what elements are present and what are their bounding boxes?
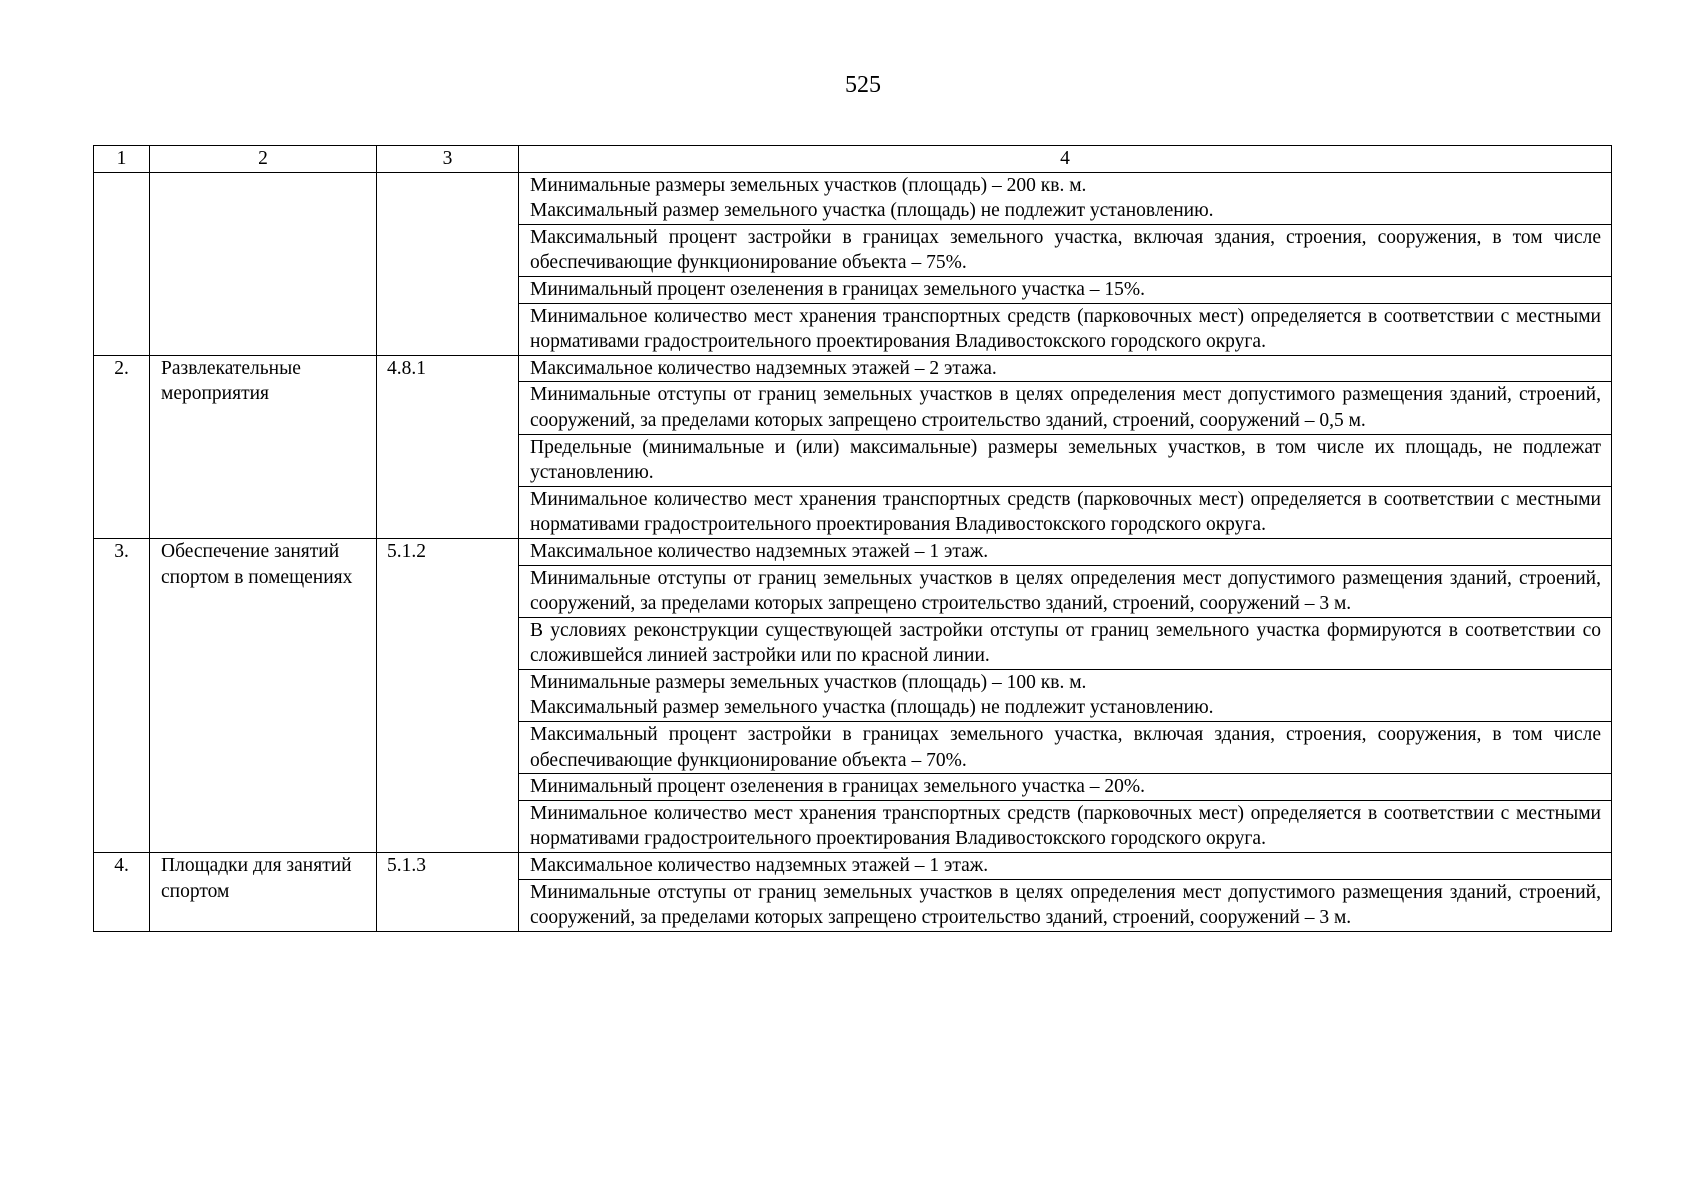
table-row: [94, 853, 1612, 880]
parameter-text: Максимальный процент застройки в границах земельного участка, включая здания, строения, сооружения, в том числе обеспечивающие функционирование объекта – 70%.: [530, 724, 1601, 771]
parameter-text: Минимальные отступы от границ земельных участков в целях определения мест допустимого размещения зданий, строений, сооружений, за пределами которых запрещено строительство зданий, строений, сооружений – 3 м.: [530, 881, 1601, 929]
parameter-cell: [519, 303, 1612, 355]
land-use-name-cell: Площадки для занятий спортом: [150, 853, 377, 932]
parameter-cell: [519, 774, 1612, 801]
parameter-cell: [519, 800, 1612, 852]
parameter-text: Минимальное количество мест хранения транспортных средств (парковочных мест) определяется в соответствии с местными нормативами градостроительного проектирования Владивостокского городского округа.: [530, 802, 1601, 850]
parameter-text: Максимальный размер земельного участка (площадь) не подлежит установлению.: [530, 697, 1214, 719]
land-use-name-cell: [150, 172, 377, 355]
land-use-name-cell: Развлекательные мероприятия: [150, 355, 377, 538]
header-cell-4: 4: [519, 146, 1612, 173]
parameter-text: Минимальное количество мест хранения транспортных средств (парковочных мест) определяется в соответствии с местными нормативами градостроительного проектирования Владивостокского городского округа.: [530, 488, 1601, 536]
parameter-text: Предельные (минимальные и (или) максимальные) размеры земельных участков, в том числе их площадь, не подлежат установлению.: [530, 436, 1601, 484]
parameter-text: Максимальное количество надземных этажей – 2 этажа.: [530, 357, 997, 379]
parameter-text: Минимальное количество мест хранения транспортных средств (парковочных мест) определяется в соответствии с местными нормативами градостроительного проектирования Владивостокского городского округа.: [530, 305, 1601, 353]
parameter-text: Минимальные размеры земельных участков (площадь) – 100 кв. м.: [530, 671, 1087, 693]
parameter-text: Минимальные размеры земельных участков (площадь) – 200 кв. м.: [530, 174, 1087, 196]
parameter-text: Минимальный процент озеленения в границах земельного участка – 15%.: [530, 278, 1146, 300]
parameter-text: Максимальное количество надземных этажей – 1 этаж.: [530, 855, 989, 877]
parameter-cell: [519, 355, 1612, 382]
parameter-cell: [519, 538, 1612, 565]
row-number-cell: [94, 172, 150, 355]
header-cell-2: 2: [150, 146, 377, 173]
parameter-cell: [519, 224, 1612, 276]
parameter-cell: [519, 617, 1612, 669]
parameter-cell: [519, 722, 1612, 774]
parameter-cell: [519, 276, 1612, 303]
land-use-code-cell: [377, 172, 519, 355]
table-row: [94, 355, 1612, 382]
table-row: [94, 538, 1612, 565]
parameter-cell: [519, 565, 1612, 617]
parameter-text: Максимальное количество надземных этажей – 1 этаж.: [530, 540, 989, 562]
table-row: [94, 172, 1612, 224]
land-use-code-cell: 5.1.2: [377, 538, 519, 852]
parameter-text: Минимальные отступы от границ земельных участков в целях определения мест допустимого размещения зданий, строений, сооружений, за пределами которых запрещено строительство зданий, строений, сооружений – 0,5 м.: [530, 384, 1601, 431]
parameter-cell: [519, 879, 1612, 931]
parameter-cell: [519, 434, 1612, 486]
page-number: 525: [845, 72, 881, 98]
parameter-text: Максимальный размер земельного участка (площадь) не подлежит установлению.: [530, 200, 1214, 222]
land-use-name-cell: Обеспечение занятий спортом в помещениях: [150, 538, 377, 852]
row-number-cell: 4.: [94, 853, 150, 932]
parameter-cell: [519, 382, 1612, 434]
parameter-cell: [519, 172, 1612, 224]
header-cell-3: 3: [377, 146, 519, 173]
parameter-text: Минимальный процент озеленения в границах земельного участка – 20%.: [530, 776, 1146, 798]
regulations-table: [93, 145, 1612, 932]
parameter-text: Максимальный процент застройки в границах земельного участка, включая здания, строения, сооружения, в том числе обеспечивающие функционирование объекта – 75%.: [530, 226, 1601, 274]
land-use-code-cell: 5.1.3: [377, 853, 519, 932]
parameter-cell: [519, 486, 1612, 538]
land-use-code-cell: 4.8.1: [377, 355, 519, 538]
header-cell-1: 1: [94, 146, 150, 173]
row-number-cell: 2.: [94, 355, 150, 538]
table-header-row: [94, 146, 1612, 173]
parameter-text: Минимальные отступы от границ земельных участков в целях определения мест допустимого размещения зданий, строений, сооружений, за пределами которых запрещено строительство зданий, строений, сооружений – 3 м.: [530, 567, 1601, 615]
parameter-cell: [519, 853, 1612, 880]
parameter-cell: [519, 669, 1612, 721]
row-number-cell: 3.: [94, 538, 150, 852]
parameter-text: В условиях реконструкции существующей застройки отступы от границ земельного участка формируются в соответствии со сложившейся линией застройки или по красной линии.: [530, 619, 1601, 667]
